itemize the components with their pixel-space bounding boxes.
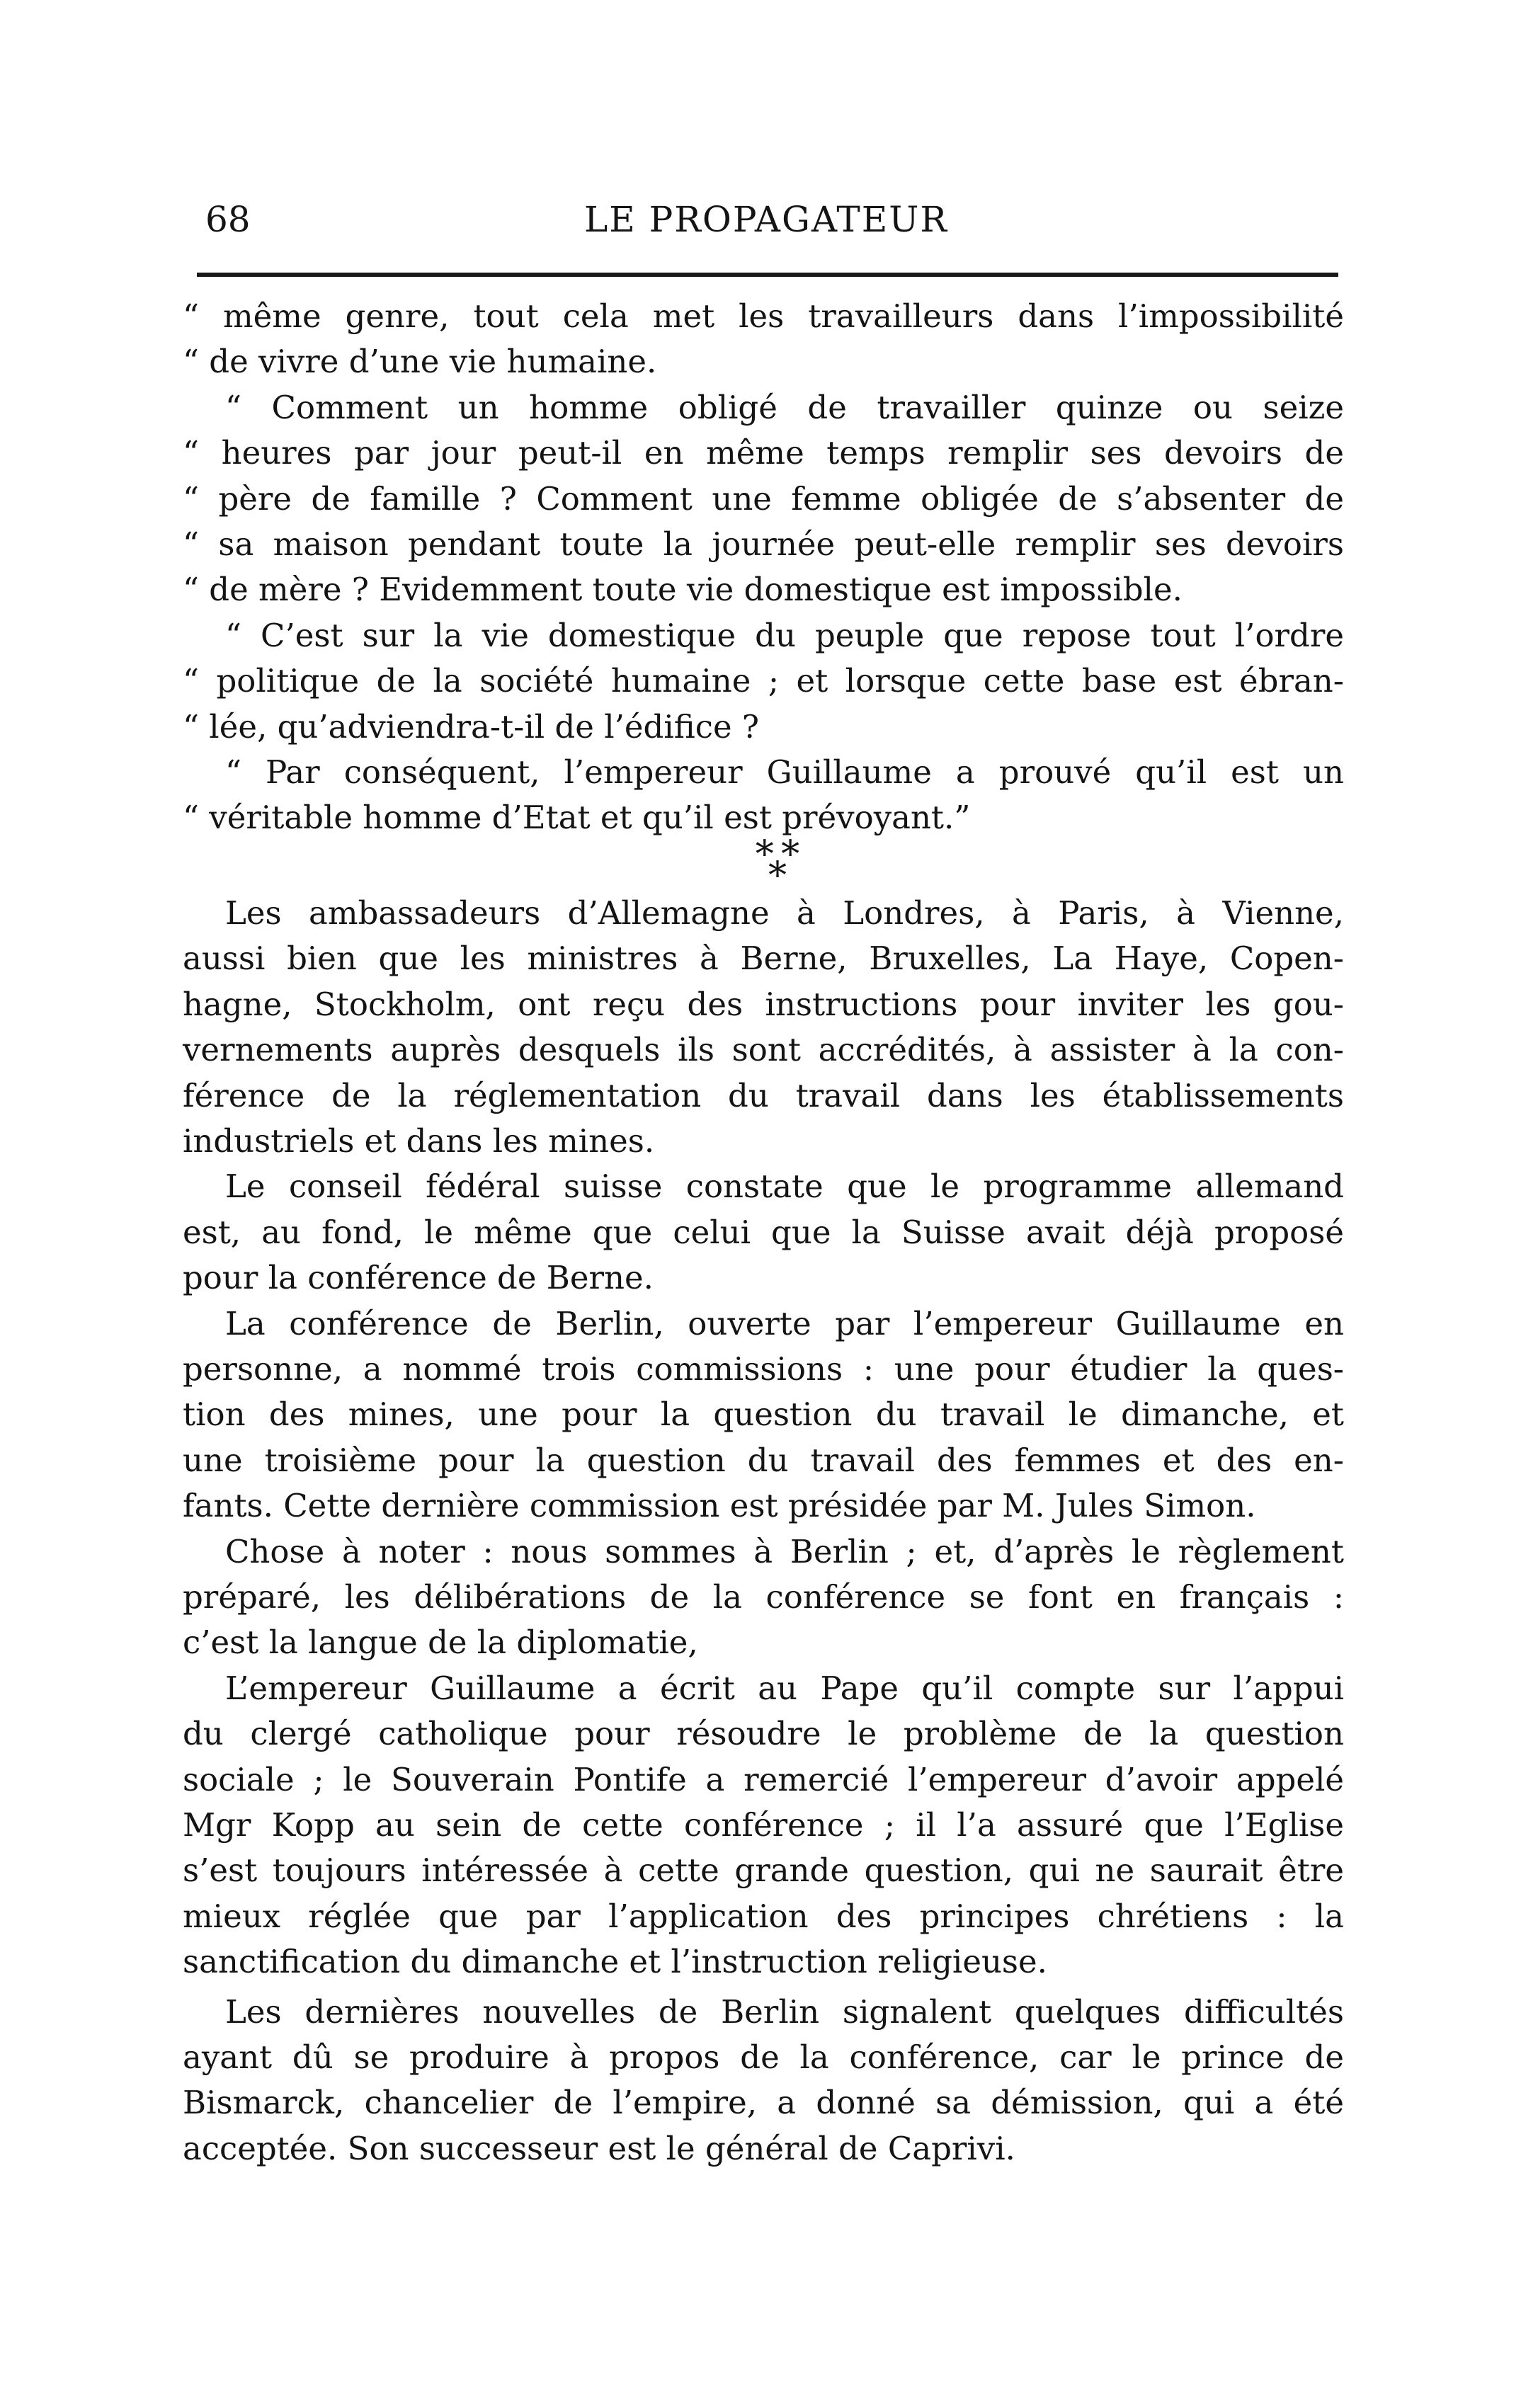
running-title: LE PROPAGATEUR (584, 199, 948, 240)
text-line: férence de la réglementation du travail dans les établissements (183, 1076, 1344, 1114)
text-line: pour la conférence de Berne. (183, 1259, 654, 1297)
text-line: “ père de famille ? Comment une femme obligée de s’absenter de (183, 479, 1344, 518)
text-line: Les ambassadeurs d’Allemagne à Londres, à Paris, à Vienne, (225, 894, 1344, 932)
page-number: 68 (205, 199, 251, 240)
paragraph (183, 1529, 1344, 1666)
text-line: Les dernières nouvelles de Berlin signalent quelques difficultés (225, 1992, 1344, 2031)
text-line: L’empereur Guillaume a écrit au Pape qu’il compte sur l’appui (225, 1669, 1344, 1707)
text-line: du clergé catholique pour résoudre le problème de la question (183, 1715, 1344, 1753)
paragraph (183, 891, 1344, 1164)
text-line: s’est toujours intéressée à cette grande question, qui ne saurait être (183, 1851, 1344, 1890)
header-rule (197, 273, 1338, 277)
text-line: sanctification du dimanche et l’instruction religieuse. (183, 1943, 1047, 1981)
text-line: est, au fond, le même que celui que la Suisse avait déjà proposé (183, 1213, 1344, 1251)
text-line: “ Par conséquent, l’empereur Guillaume a prouvé qu’il est un (225, 753, 1344, 792)
text-line: ayant dû se produire à propos de la conférence, car le prince de (183, 2038, 1344, 2077)
text-line: personne, a nommé trois commissions : une pour étudier la ques- (183, 1349, 1344, 1388)
text-line: une troisième pour la question du travail des femmes et des en- (183, 1441, 1344, 1479)
paragraph (183, 1301, 1344, 1529)
text-line: Chose à noter : nous sommes à Berlin ; et, d’après le règlement (225, 1532, 1344, 1570)
text-line: Mgr Kopp au sein de cette conférence ; il l’a assuré que l’Eglise (183, 1806, 1344, 1844)
text-line: “ heures par jour peut-il en même temps remplir ses devoirs de (183, 434, 1344, 472)
page-header (193, 191, 1340, 248)
text-line: “ sa maison pendant toute la journée peut-elle remplir ses devoirs (183, 525, 1344, 564)
text-line: “ politique de la société humaine ; et lorsque cette base est ébran- (183, 662, 1344, 700)
paragraph (183, 1666, 1344, 1985)
text-line: La conférence de Berlin, ouverte par l’empereur Guillaume en (225, 1304, 1344, 1342)
section-separator: * * * (755, 833, 800, 897)
text-line: “ véritable homme d’Etat et qu’il est prévoyant.” (183, 799, 971, 837)
text-line: Le conseil fédéral suisse constate que le programme allemand (225, 1168, 1344, 1206)
body-text (183, 294, 1344, 2172)
text-line: “ Comment un homme obligé de travailler quinze ou seize (225, 388, 1344, 426)
text-line: “ de vivre d’une vie humaine. (183, 343, 657, 381)
text-line: mieux réglée que par l’application des principes chrétiens : la (183, 1897, 1344, 1935)
paragraph (183, 1990, 1344, 2172)
text-line: “ C’est sur la vie domestique du peuple que repose tout l’ordre (225, 616, 1344, 654)
text-line: c’est la langue de la diplomatie, (183, 1624, 698, 1662)
text-line: Bismarck, chancelier de l’empire, a donné sa démission, qui a été (183, 2084, 1344, 2122)
text-line: “ lée, qu’adviendra-t-il de l’édifice ? (183, 707, 759, 746)
text-line: industriels et dans les mines. (183, 1122, 655, 1160)
text-line: vernements auprès desquels ils sont accrédités, à assister à la con- (183, 1031, 1344, 1069)
text-line: hagne, Stockholm, ont reçu des instructions pour inviter les gou- (183, 985, 1344, 1023)
text-line: aussi bien que les ministres à Berne, Bruxelles, La Haye, Copen- (183, 940, 1344, 978)
text-line: “ de mère ? Evidemment toute vie domestique est impossible. (183, 571, 1183, 609)
text-line: acceptée. Son successeur est le général de Caprivi. (183, 2129, 1015, 2167)
text-line: sociale ; le Souverain Pontife a remercié l’empereur d’avoir appelé (183, 1760, 1344, 1798)
text-line: “ même genre, tout cela met les travailleurs dans l’impossibilité (183, 297, 1344, 335)
text-line: tion des mines, une pour la question du travail le dimanche, et (183, 1396, 1344, 1434)
text-line: fants. Cette dernière commission est présidée par M. Jules Simon. (183, 1487, 1256, 1525)
quoted-passage (183, 294, 1344, 841)
paragraph (183, 1164, 1344, 1301)
text-line: préparé, les délibérations de la conférence se font en français : (183, 1577, 1344, 1616)
